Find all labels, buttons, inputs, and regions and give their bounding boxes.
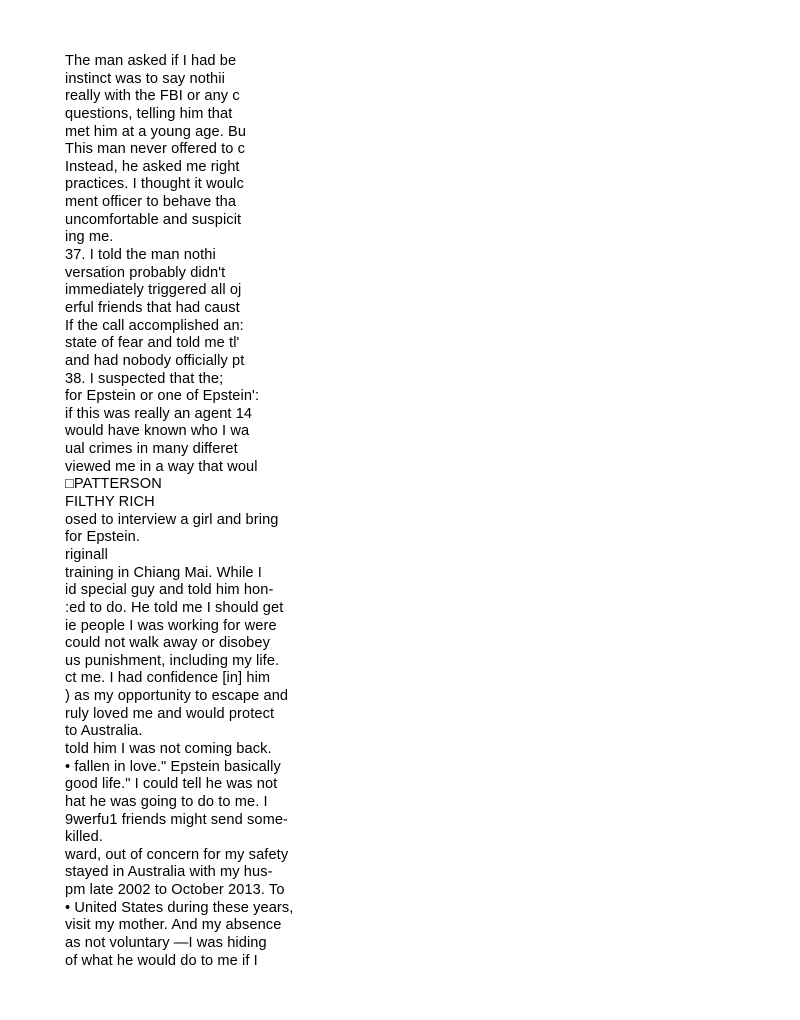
text-line: :ed to do. He told me I should get <box>65 599 284 616</box>
text-line: killed. <box>65 829 104 846</box>
text-line: could not walk away or disobey <box>65 635 270 652</box>
text-line: ment officer to behave tha <box>65 194 237 211</box>
text-line: viewed me in a way that woul <box>65 458 258 475</box>
document-text-block <box>65 53 485 970</box>
text-line: ie people I was working for were <box>65 617 277 634</box>
text-line: for Epstein. <box>65 529 141 546</box>
text-line: □PATTERSON <box>65 476 162 493</box>
text-line: ward, out of concern for my safety <box>65 846 289 863</box>
text-line: 37. I told the man nothi <box>65 247 216 264</box>
text-line: as not voluntary —I was hiding <box>65 935 267 952</box>
text-line: ) as my opportunity to escape and <box>65 688 289 705</box>
text-line: ruly loved me and would protect <box>65 705 275 722</box>
text-line: 38. I suspected that the; <box>65 370 224 387</box>
text-line: stayed in Australia with my hus- <box>65 864 273 881</box>
text-line: osed to interview a girl and bring <box>65 511 279 528</box>
text-line: met him at a young age. Bu <box>65 123 247 140</box>
text-line: ing me. <box>65 229 114 246</box>
text-line: The man asked if I had be <box>65 53 237 69</box>
text-line: if this was really an agent 14 <box>65 405 253 422</box>
text-line: of what he would do to me if I <box>65 952 258 969</box>
text-line: training in Chiang Mai. While I <box>65 564 262 581</box>
text-line: hat he was going to do to me. I <box>65 793 268 810</box>
text-line: pm late 2002 to October 2013. To <box>65 882 285 899</box>
text-line: This man never offered to c <box>65 141 246 158</box>
text-line: immediately triggered all oj <box>65 282 242 299</box>
text-line: • United States during these years, <box>65 899 294 916</box>
text-line: 9werfu1 friends might send some- <box>65 811 289 828</box>
text-line: erful friends that had caust <box>65 299 240 316</box>
text-line: FILTHY RICH <box>65 494 155 511</box>
text-line: id special guy and told him hon- <box>65 582 274 599</box>
text-line: good life." I could tell he was not <box>65 776 278 793</box>
text-line: instinct was to say nothii <box>65 70 225 87</box>
text-line: and had nobody officially pt <box>65 352 245 369</box>
text-line: If the call accomplished an: <box>65 317 244 334</box>
text-line: visit my mother. And my absence <box>65 917 282 934</box>
text-line: practices. I thought it woulc <box>65 176 244 193</box>
text-line: uncomfortable and suspicit <box>65 211 242 228</box>
text-line: for Epstein or one of Epstein': <box>65 388 260 405</box>
text-line: Instead, he asked me right <box>65 158 240 175</box>
text-line: versation probably didn't <box>65 264 226 281</box>
text-line: state of fear and told me tl' <box>65 335 240 352</box>
text-line: would have known who I wa <box>65 423 250 440</box>
text-line: riginall <box>65 546 108 563</box>
text-line: to Australia. <box>65 723 143 740</box>
text-line: really with the FBI or any c <box>65 88 240 105</box>
text-line: ct me. I had confidence [in] him <box>65 670 271 687</box>
text-line: told him I was not coming back. <box>65 740 272 757</box>
text-line: ual crimes in many differet <box>65 441 238 458</box>
text-line: questions, telling him that <box>65 105 233 122</box>
text-line: us punishment, including my life. <box>65 652 280 669</box>
text-line: • fallen in love." Epstein basically <box>65 758 281 775</box>
